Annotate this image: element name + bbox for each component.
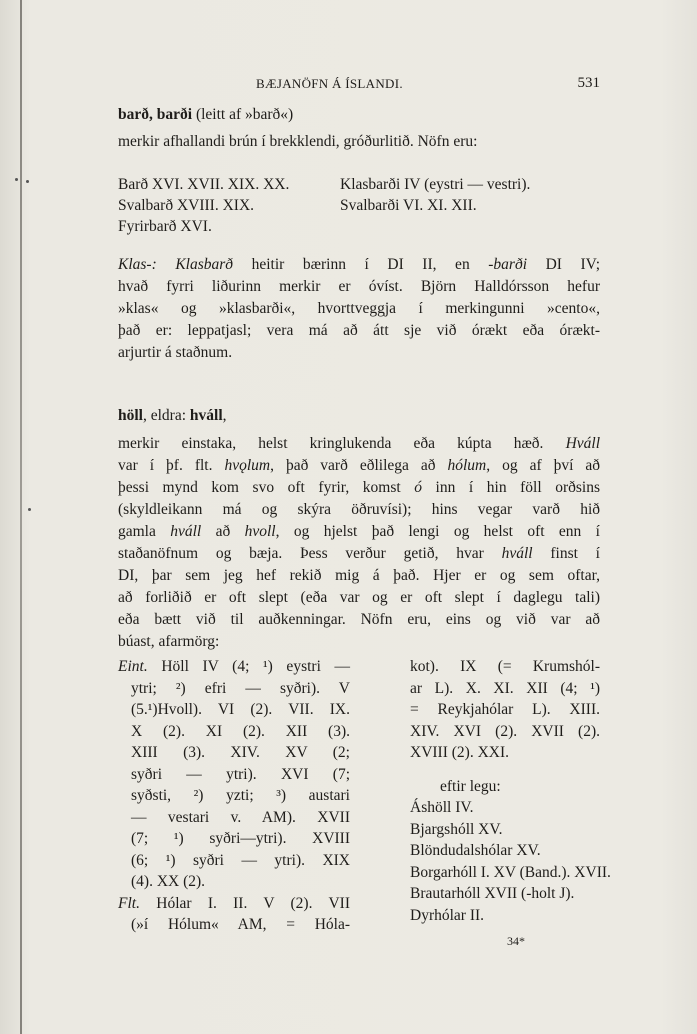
- term: hólum: [447, 457, 487, 474]
- entry-bard-definition: [118, 131, 600, 153]
- text: , eldra:: [142, 407, 190, 424]
- text: , það varð eðlilega að: [270, 457, 448, 474]
- holl-list-col1: [118, 656, 350, 936]
- list-line: (4). XX (2).: [131, 873, 206, 890]
- text: að: [201, 523, 245, 540]
- headword: hváll: [189, 407, 223, 424]
- definition-text: merkir afhallandi brún í brekklendi, gróðurlitið. Nöfn eru:: [118, 133, 478, 150]
- label-flt: Flt.: [118, 894, 140, 912]
- text: merkir einstaka, helst kringlukenda eða kúpta hæð.: [118, 435, 566, 452]
- gutter-mark: [26, 180, 29, 183]
- body-line: að forliðið er oft slept (eða var og er oft slept í daglegu tali): [118, 589, 600, 606]
- list-line: (7; ¹) syðri—ytri). XVIII: [131, 830, 350, 847]
- body-line: (skyldleikann má og skýra öðruvísi); hins vegar varð hið: [118, 501, 600, 518]
- term: Hváll: [565, 435, 600, 452]
- label-eint: Eint.: [118, 658, 148, 675]
- list-line: (5.¹)Hvoll). VI (2). VII. IX.: [131, 701, 350, 718]
- bard-names-right: [340, 174, 530, 216]
- binding-gutter: [20, 0, 22, 1034]
- text: Hólar I. II. V (2). VII: [139, 894, 350, 912]
- bard-names-left: [118, 174, 289, 237]
- text: var í þf. flt.: [118, 457, 225, 474]
- list-line: Dyrhólar II.: [410, 906, 485, 924]
- body-line: eða bætt við til auðkenningar. Nöfn eru, eins og við var að: [118, 611, 600, 628]
- text: Höll IV (4; ¹) eystri —: [147, 658, 350, 675]
- term: hváll: [501, 545, 533, 562]
- note-line: það er: leppatjasl; vera má að átt sje við órækt eða órækt-: [118, 322, 600, 339]
- gutter-mark: [28, 508, 31, 511]
- entry-bard-headword: [118, 104, 600, 126]
- list-line: Brautarhóll XVII (-holt J).: [410, 885, 575, 902]
- list-line: X (2). XI (2). XII (3).: [131, 722, 350, 740]
- name-item: Svalbarði VI. XI. XII.: [340, 197, 477, 214]
- bard-note: [118, 254, 600, 364]
- etymology: (leitt af »barð«): [195, 106, 294, 123]
- list-line: syðsti, ²) yzti; ³) austari: [131, 787, 350, 804]
- text: ,: [222, 407, 227, 424]
- name-item: Barð XVI. XVII. XIX. XX.: [118, 176, 290, 193]
- subheading: eftir legu:: [440, 777, 501, 795]
- running-head-title: BÆJANÖFN Á ÍSLANDI.: [256, 76, 403, 91]
- text: , og hjelst það lengi og helst oft enn í: [275, 523, 600, 540]
- term: hvoll: [244, 523, 276, 540]
- term: -barði: [488, 256, 528, 273]
- body-line: búast, afarmörg:: [118, 633, 220, 650]
- list-line: XIII (3). XIV. XV (2;: [131, 744, 350, 761]
- list-line: ytri; ²) efri — syðri). V: [131, 679, 350, 697]
- gutter-mark: [15, 178, 18, 181]
- entry-holl-headword: [118, 405, 600, 427]
- list-line: (»í Hólum« AM, = Hóla-: [131, 916, 350, 933]
- note-line: »klas« og »klasbarði«, hvorttveggja í merkingunni »cento«,: [118, 300, 600, 317]
- text: DI IV;: [527, 256, 601, 273]
- list-line: Bjargshóll XV.: [410, 820, 503, 838]
- list-line: — vestari v. AM). XVII: [131, 808, 350, 826]
- name-item: Klasbarði IV (eystri — vestri).: [340, 176, 531, 193]
- term: ó: [414, 479, 422, 496]
- term: hváll: [170, 523, 202, 540]
- list-line: kot). IX (= Krumshól-: [410, 658, 600, 675]
- bard-names: [118, 174, 600, 240]
- list-line: = Reykjahólar L). XIII.: [410, 701, 600, 718]
- signature-mark: 34*: [507, 934, 525, 948]
- text: inn í hin föll orðsins: [421, 479, 600, 496]
- text: heitir bærinn í DI II, en: [233, 256, 489, 273]
- holl-body: [118, 433, 600, 653]
- note-line: arjurtir á staðnum.: [118, 344, 233, 361]
- list-line: (6; ¹) syðri — ytri). XIX: [131, 851, 350, 869]
- headword: barð, barði: [118, 106, 193, 123]
- list-line: ar L). X. XI. XII (4; ¹): [410, 679, 600, 697]
- term: Klasbarð: [175, 256, 234, 273]
- name-item: Svalbarð XVIII. XIX.: [118, 197, 255, 214]
- text: finst í: [532, 545, 600, 562]
- term: hvǫlum: [224, 457, 271, 474]
- list-line: XVIII (2). XXI.: [410, 744, 509, 761]
- text: þessi mynd kom svo oft fyrir, komst: [118, 479, 415, 496]
- holl-list-col2: [366, 656, 611, 926]
- text: , og af því að: [486, 457, 601, 474]
- text: staðanöfnum og bæja. Þess verður getið, hvar: [118, 545, 502, 562]
- list-line: XIV. XVI (2). XVII (2).: [410, 722, 600, 740]
- text: gamla: [118, 523, 171, 540]
- list-line: syðri — ytri). XVI (7;: [131, 765, 350, 783]
- list-line: Blöndudalshólar XV.: [410, 842, 541, 859]
- list-line: Borgarhóll I. XV (Band.). XVII.: [410, 863, 611, 881]
- term: Klas-:: [118, 256, 176, 273]
- page-number: 531: [577, 75, 600, 91]
- running-head: [118, 76, 600, 96]
- body-line: DI, þar sem jeg hef rekið mig á það. Hjer er og sem oftar,: [118, 567, 600, 584]
- list-line: Áshöll IV.: [410, 799, 474, 816]
- name-item: Fyrirbarð XVI.: [118, 218, 212, 235]
- headword: höll: [118, 407, 143, 424]
- note-line: hvað fyrri liðurinn merkir er óvíst. Björn Halldórsson hefur: [118, 278, 600, 295]
